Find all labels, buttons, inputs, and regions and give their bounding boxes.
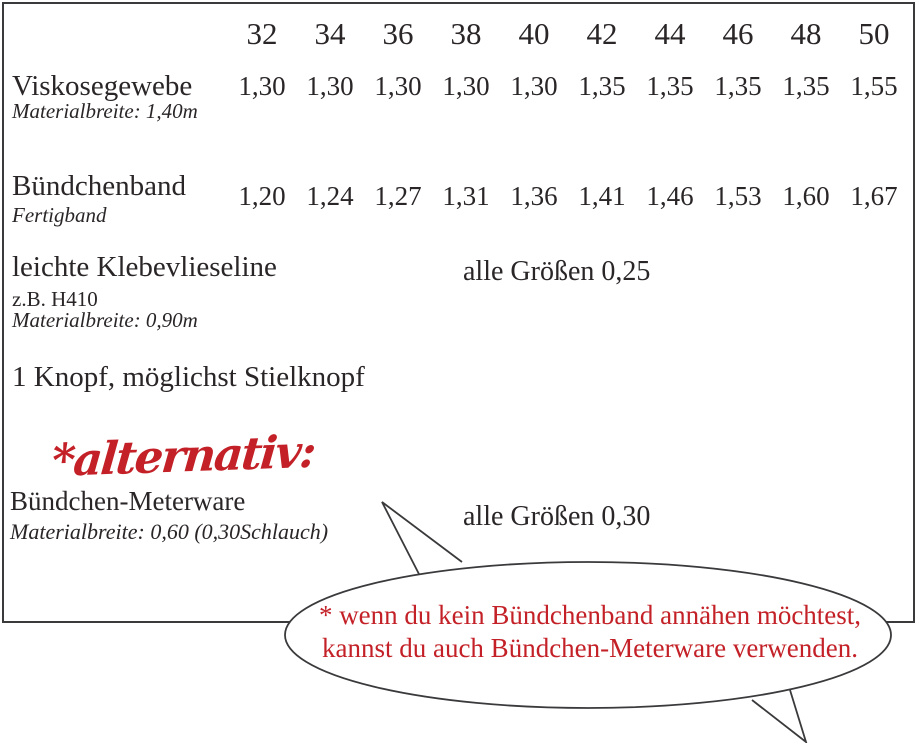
value-cell: 1,30	[238, 71, 286, 101]
value-cell: 1,30	[306, 71, 354, 101]
material-name-buendchenband: Bündchenband	[12, 170, 186, 202]
material-name-meterware: Bündchen-Meterware	[10, 486, 246, 516]
all-sizes-value-meterware: alle Größen 0,30	[463, 501, 651, 532]
value-cell: 1,27	[374, 181, 422, 211]
size-header: 38	[450, 16, 482, 51]
value-cell: 1,24	[306, 181, 354, 211]
value-cell: 1,35	[578, 71, 626, 101]
size-header: 48	[790, 16, 822, 51]
size-header: 46	[722, 16, 754, 51]
value-cell: 1,67	[850, 181, 898, 211]
value-cell: 1,30	[442, 71, 490, 101]
value-cell: 1,60	[782, 181, 830, 211]
material-name-klebevlieseline: leichte Klebevlieseline	[12, 251, 277, 283]
value-cell: 1,35	[714, 71, 762, 101]
value-cell: 1,36	[510, 181, 558, 211]
value-cell: 1,30	[510, 71, 558, 101]
material-note-klebevlieseline: Materialbreite: 0,90m	[12, 308, 198, 332]
value-cell: 1,55	[850, 71, 898, 101]
speech-bubble-tail-upper	[382, 502, 462, 576]
value-cell: 1,30	[374, 71, 422, 101]
all-sizes-value-klebevlieseline: alle Größen 0,25	[463, 256, 651, 287]
material-note-meterware: Materialbreite: 0,60 (0,30Schlauch)	[10, 519, 329, 544]
material-note-buendchenband: Fertigband	[12, 203, 107, 227]
material-note-viskosegewebe: Materialbreite: 1,40m	[12, 99, 198, 123]
alternative-heading: *alternativ:	[49, 424, 317, 487]
value-cell: 1,41	[578, 181, 626, 211]
speech-bubble-text	[293, 599, 887, 665]
value-cell: 1,20	[238, 181, 286, 211]
value-cell: 1,46	[646, 181, 694, 211]
material-name-viskosegewebe: Viskosegewebe	[12, 70, 193, 102]
value-cell: 1,31	[442, 181, 490, 211]
size-header: 42	[586, 16, 618, 51]
size-header: 40	[518, 16, 550, 51]
size-header: 32	[246, 16, 278, 51]
size-header: 36	[382, 16, 414, 51]
size-header: 44	[654, 16, 686, 51]
size-header: 50	[858, 16, 890, 51]
material-note-h410: z.B. H410	[12, 287, 98, 311]
speech-bubble-tail-lower	[752, 690, 806, 742]
value-cell: 1,53	[714, 181, 762, 211]
size-header: 34	[314, 16, 346, 51]
speech-bubble-line-1: * wenn du kein Bündchenband annähen möchtest,	[318, 600, 862, 630]
value-cell: 1,35	[646, 71, 694, 101]
material-row-knopf: 1 Knopf, möglichst Stielknopf	[12, 361, 365, 393]
speech-bubble-line-2: kannst du auch Bündchen-Meterware verwenden.	[321, 633, 859, 663]
value-cell: 1,35	[782, 71, 830, 101]
